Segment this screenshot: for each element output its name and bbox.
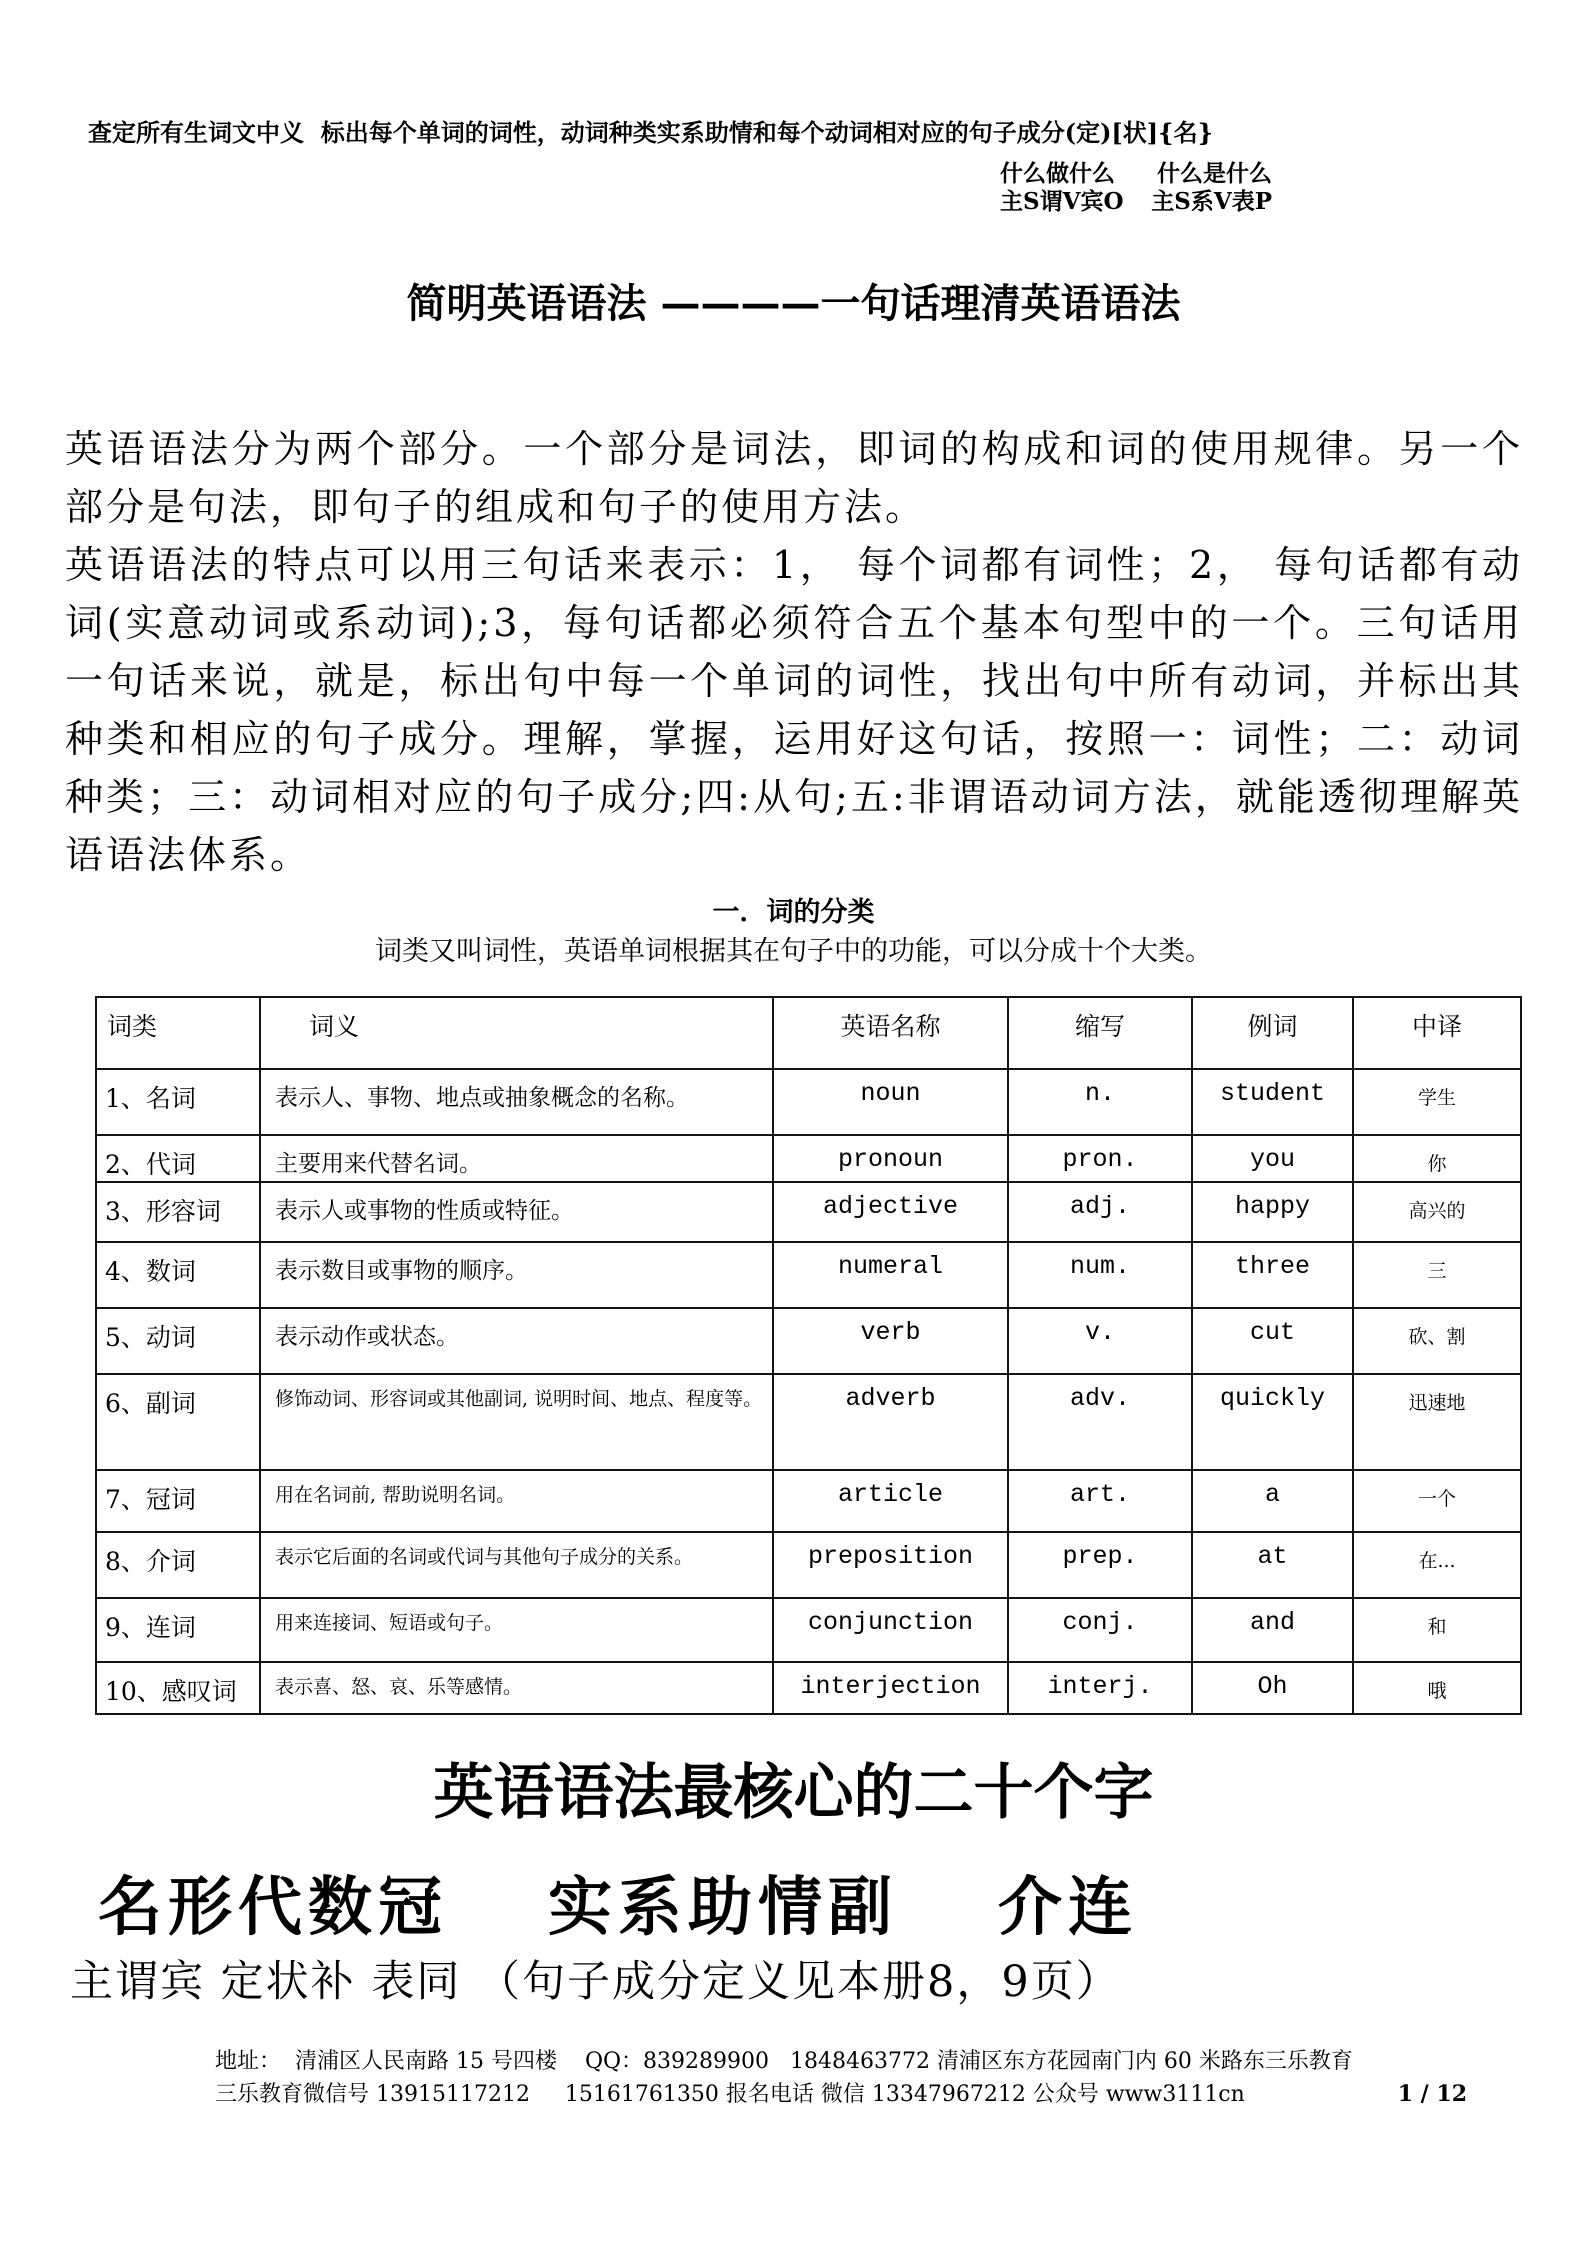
table-row-verb bbox=[96, 1308, 1521, 1374]
table-row-numeral bbox=[96, 1242, 1521, 1308]
col-header-word-class: 词类 bbox=[96, 997, 260, 1069]
footer-contact-line bbox=[215, 2078, 1467, 2111]
cell-meaning: 主要用来代替名词。 bbox=[260, 1135, 773, 1182]
cell-abbreviation: adv. bbox=[1008, 1374, 1192, 1470]
cell-translation: 你 bbox=[1353, 1135, 1521, 1182]
pattern-line bbox=[1000, 160, 1272, 188]
cell-word-class: 4、数词 bbox=[96, 1242, 260, 1308]
core-group-1: 名形代数冠 bbox=[98, 1870, 448, 1945]
cell-translation: 高兴的 bbox=[1353, 1182, 1521, 1242]
cell-abbreviation: prep. bbox=[1008, 1532, 1192, 1598]
cell-abbreviation: adj. bbox=[1008, 1182, 1192, 1242]
cell-translation: 砍、割 bbox=[1353, 1308, 1521, 1374]
structure-svp-label: 主S系V表P bbox=[1151, 188, 1272, 215]
cell-translation: 一个 bbox=[1353, 1470, 1521, 1532]
table-row-noun bbox=[96, 1069, 1521, 1135]
cell-english-name: interjection bbox=[773, 1662, 1008, 1714]
section-heading: 一．词的分类 bbox=[712, 897, 875, 928]
intro-paragraph-1: 英语语法分为两个部分。一个部分是词法，即词的构成和词的使用规律。另一个部分是句法，即句子的组成和句子的使用方法。 bbox=[65, 427, 1523, 529]
col-header-translation: 中译 bbox=[1353, 997, 1521, 1069]
cell-english-name: verb bbox=[773, 1308, 1008, 1374]
cell-translation: 三 bbox=[1353, 1242, 1521, 1308]
cell-abbreviation: conj. bbox=[1008, 1598, 1192, 1662]
table-row-article bbox=[96, 1470, 1521, 1532]
table-row-conjunction bbox=[96, 1598, 1521, 1662]
cell-abbreviation: num. bbox=[1008, 1242, 1192, 1308]
cell-translation: 学生 bbox=[1353, 1069, 1521, 1135]
page-title: 简明英语语法 ————一句话理清英语语法 bbox=[406, 280, 1181, 327]
cell-meaning: 修饰动词、形容词或其他副词, 说明时间、地点、程度等。 bbox=[260, 1374, 773, 1470]
cell-english-name: numeral bbox=[773, 1242, 1008, 1308]
cell-abbreviation: pron. bbox=[1008, 1135, 1192, 1182]
core-group-2: 实系助情副 bbox=[548, 1870, 898, 1945]
cell-meaning: 表示数目或事物的顺序。 bbox=[260, 1242, 773, 1308]
col-header-abbreviation: 缩写 bbox=[1008, 997, 1192, 1069]
parts-of-speech-table bbox=[95, 996, 1522, 1715]
structure-svo-label: 主S谓V宾O bbox=[1000, 188, 1124, 215]
cell-word-class: 6、副词 bbox=[96, 1374, 260, 1470]
footer-contacts-text: 三乐教育微信号 13915117212 15161761350 报名电话 微信 13347967212 公众号 www3111cn bbox=[215, 2082, 1245, 2107]
cell-word-class: 7、冠词 bbox=[96, 1470, 260, 1532]
page-footer bbox=[215, 2045, 1467, 2111]
intro-text bbox=[65, 420, 1523, 884]
cell-translation: 哦 bbox=[1353, 1662, 1521, 1714]
cell-abbreviation: n. bbox=[1008, 1069, 1192, 1135]
table-row-preposition bbox=[96, 1532, 1521, 1598]
cell-example: three bbox=[1192, 1242, 1353, 1308]
page-number: 1 / 12 bbox=[1397, 2081, 1467, 2107]
cell-example: Oh bbox=[1192, 1662, 1353, 1714]
pattern-be-label: 什么是什么 bbox=[1157, 160, 1272, 187]
cell-abbreviation: interj. bbox=[1008, 1662, 1192, 1714]
cell-translation: 迅速地 bbox=[1353, 1374, 1521, 1470]
sentence-components-line: 主谓宾 定状补 表同 （句子成分定义见本册8，9页） bbox=[70, 1957, 1121, 2007]
cell-english-name: conjunction bbox=[773, 1598, 1008, 1662]
cell-word-class: 2、代词 bbox=[96, 1135, 260, 1182]
cell-meaning: 表示它后面的名词或代词与其他句子成分的关系。 bbox=[260, 1532, 773, 1598]
cell-example: you bbox=[1192, 1135, 1353, 1182]
table-header-row bbox=[96, 997, 1521, 1069]
table-row-interjection bbox=[96, 1662, 1521, 1714]
cell-english-name: preposition bbox=[773, 1532, 1008, 1598]
cell-word-class: 8、介词 bbox=[96, 1532, 260, 1598]
cell-english-name: noun bbox=[773, 1069, 1008, 1135]
structure-line bbox=[1000, 188, 1272, 216]
cell-example: a bbox=[1192, 1470, 1353, 1532]
core-group-3: 介连 bbox=[998, 1870, 1138, 1945]
cell-meaning: 用在名词前, 帮助说明名词。 bbox=[260, 1470, 773, 1532]
cell-word-class: 9、连词 bbox=[96, 1598, 260, 1662]
cell-translation: 和 bbox=[1353, 1598, 1521, 1662]
core-twenty-words-heading: 英语语法最核心的二十个字 bbox=[433, 1758, 1154, 1828]
cell-meaning: 用来连接词、短语或句子。 bbox=[260, 1598, 773, 1662]
cell-abbreviation: v. bbox=[1008, 1308, 1192, 1374]
table-row-adverb bbox=[96, 1374, 1521, 1470]
col-header-english-name: 英语名称 bbox=[773, 997, 1008, 1069]
cell-example: happy bbox=[1192, 1182, 1353, 1242]
table-row-adjective bbox=[96, 1182, 1521, 1242]
cell-english-name: adverb bbox=[773, 1374, 1008, 1470]
cell-word-class: 10、感叹词 bbox=[96, 1662, 260, 1714]
core-words-line bbox=[98, 1869, 1587, 1947]
cell-meaning: 表示喜、怒、哀、乐等感情。 bbox=[260, 1662, 773, 1714]
cell-meaning: 表示人、事物、地点或抽象概念的名称。 bbox=[260, 1069, 773, 1135]
cell-example: student bbox=[1192, 1069, 1353, 1135]
col-header-example: 例词 bbox=[1192, 997, 1353, 1069]
section-subheading: 词类又叫词性，英语单词根据其在句子中的功能，可以分成十个大类。 bbox=[375, 936, 1212, 967]
cell-english-name: article bbox=[773, 1470, 1008, 1532]
annotation-line: 查定所有生词文中义 标出每个单词的词性，动词种类实系助情和每个动词相对应的句子成分(定)[状]{名} bbox=[88, 118, 1213, 147]
cell-example: quickly bbox=[1192, 1374, 1353, 1470]
cell-example: cut bbox=[1192, 1308, 1353, 1374]
cell-word-class: 5、动词 bbox=[96, 1308, 260, 1374]
pattern-do-label: 什么做什么 bbox=[1000, 160, 1115, 187]
cell-translation: 在... bbox=[1353, 1532, 1521, 1598]
cell-english-name: adjective bbox=[773, 1182, 1008, 1242]
col-header-meaning: 词义 bbox=[260, 997, 773, 1069]
cell-example: at bbox=[1192, 1532, 1353, 1598]
cell-word-class: 1、名词 bbox=[96, 1069, 260, 1135]
table-row-pronoun bbox=[96, 1135, 1521, 1182]
cell-meaning: 表示人或事物的性质或特征。 bbox=[260, 1182, 773, 1242]
cell-word-class: 3、形容词 bbox=[96, 1182, 260, 1242]
footer-address-line: 地址： 清浦区人民南路 15 号四楼 QQ：839289900 1848463772 清浦区东方花园南门内 60 米路东三乐教育 bbox=[215, 2049, 1353, 2074]
cell-abbreviation: art. bbox=[1008, 1470, 1192, 1532]
cell-english-name: pronoun bbox=[773, 1135, 1008, 1182]
cell-example: and bbox=[1192, 1598, 1353, 1662]
intro-paragraph-2: 英语语法的特点可以用三句话来表示：1， 每个词都有词性；2， 每句话都有动词(实意动词或系动词);3，每句话都必须符合五个基本句型中的一个。三句话用一句话来说，就是，标出句中每一个单词的词性，找出句中所有动词，并标出其种类和相应的句子成分。理解，掌握，运用好这句话，按照一：词性；二：动词种类；三：动词相对应的句子成分;四:从句;五:非谓语动词方法，就能透彻理解英语语法体系。 bbox=[65, 543, 1523, 877]
cell-meaning: 表示动作或状态。 bbox=[260, 1308, 773, 1374]
